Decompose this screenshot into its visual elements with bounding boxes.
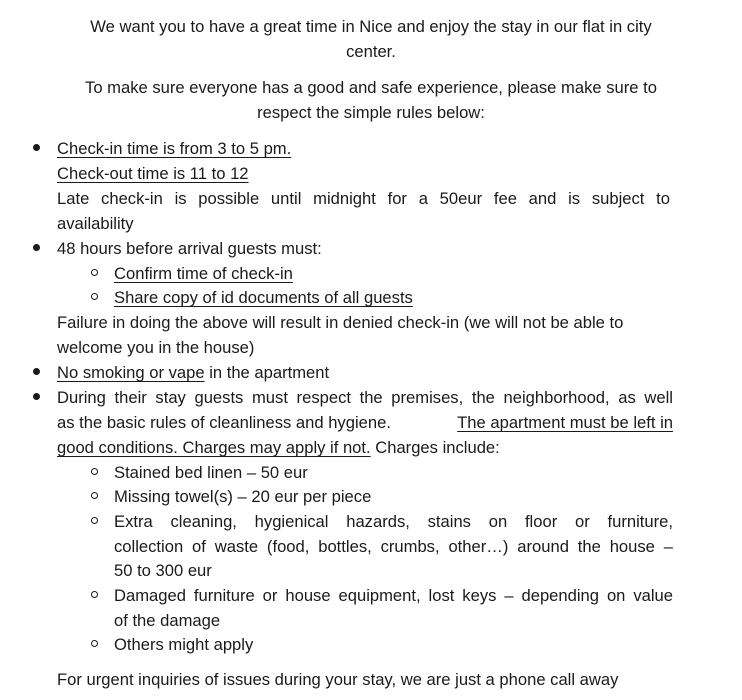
charge-others: Others might apply [114,635,254,654]
no-smoking-rule [57,360,329,385]
circle-bullet-icon [91,591,98,598]
before-arrival-heading: 48 hours before arrival guests must: [57,239,322,258]
checkout-time: Check-out time is 11 to 12 [57,164,249,183]
circle-bullet-icon [91,269,98,276]
charge-extra-cleaning-line-3: 50 to 300 eur [114,561,212,580]
charge-damage-line-2: of the damage [114,611,221,630]
no-smoking-rest: in the apartment [204,363,330,382]
failure-line-2: welcome you in the house) [57,338,255,357]
bullet-icon [33,393,40,400]
circle-bullet-icon [91,640,98,647]
intro-line-2: center. [346,42,396,61]
charge-damage-line-1: Damaged furniture or house equipment, lost keys – depending on value [114,586,673,605]
charge-extra-cleaning-line-2: collection of waste (food, bottles, crumbs, other…) around the house – [114,537,673,556]
share-id-item: Share copy of id documents of all guests [114,288,413,307]
circle-bullet-icon [91,468,98,475]
bullet-icon [33,368,40,375]
circle-bullet-icon [91,517,98,524]
respect-line-2 [57,410,673,435]
urgent-inquiries-text: For urgent inquiries of issues during your stay, we are just a phone call away [57,670,619,689]
no-smoking-underlined: No smoking or vape [57,363,205,382]
charge-bed-linen: Stained bed linen – 50 eur [114,463,308,482]
respect-line-1: During their stay guests must respect the premises, the neighborhood, as well [57,388,673,407]
intro-line-4: respect the simple rules below: [257,103,485,122]
intro-line-1: We want you to have a great time in Nice and enjoy the stay in our flat in city [90,17,652,36]
respect-line-2-plain: as the basic rules of cleanliness and hygiene. [57,413,396,432]
late-checkin-line-1: Late check-in is possible until midnight for a 50eur fee and is subject to [57,189,670,208]
circle-bullet-icon [91,492,98,499]
failure-line-1: Failure in doing the above will result in denied check-in (we will not be able to [57,313,624,332]
circle-bullet-icon [91,293,98,300]
bullet-icon [33,244,40,251]
charge-extra-cleaning-line-1: Extra cleaning, hygienical hazards, stains on floor or furniture, [114,512,673,531]
charge-towels: Missing towel(s) – 20 eur per piece [114,487,372,506]
checkin-time: Check-in time is from 3 to 5 pm. [57,139,292,158]
bullet-icon [33,144,40,151]
respect-line-2-underlined: The apartment must be left in [457,413,673,432]
respect-line-3-plain: Charges include: [370,438,500,457]
late-checkin-line-2: availability [57,214,134,233]
respect-line-3 [57,435,500,460]
intro-line-3: To make sure everyone has a good and safe experience, please make sure to [85,78,657,97]
respect-line-3-underlined: good conditions. Charges may apply if not. [57,438,371,457]
confirm-checkin-item: Confirm time of check-in [114,264,293,283]
